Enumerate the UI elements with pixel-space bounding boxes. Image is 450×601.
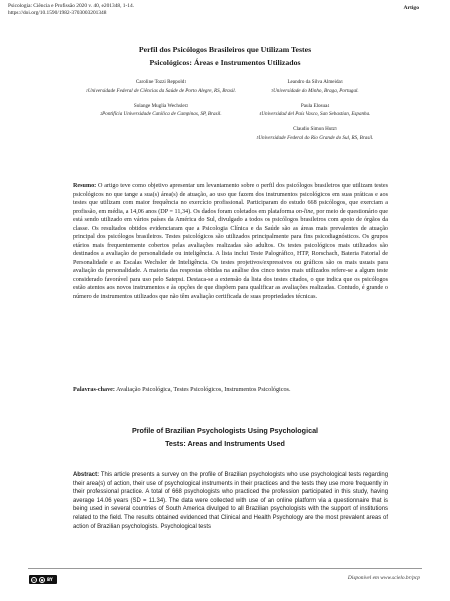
abstract-portuguese bbox=[73, 182, 388, 301]
author-affiliation: Universidade Federal de Ciências da Saúde de Porto Alegre, RS, Brasil. bbox=[87, 87, 236, 94]
affiliation-sup: 2 bbox=[100, 112, 103, 117]
abstract-pt-text-a: O artigo teve como objetivo apresentar um levantamento sobre o perfil dos psicólogos brasileiros que utilizam testes psicológicos no que tange a sua(s) área(s) de atuação, ao uso que fazem dos instrumentos psicológicos em suas práticas e aos testes que utilizam com maior frequência no exercício profissional. Participaram do estudo 668 psicólogos, que exerciam a profissão, em média, a 14,06 anos (DP = 11,34). Os dados foram coletados em plataforma bbox=[73, 183, 388, 215]
affiliation-sup: 3 bbox=[271, 88, 274, 93]
author-block bbox=[230, 78, 400, 96]
abstract-pt-label: Resumo: bbox=[73, 183, 97, 189]
available-at-link[interactable]: Disponível em www.scielo.br/pcp bbox=[347, 575, 420, 581]
license-label: BY bbox=[47, 577, 53, 582]
author-name: Claudio Simon Hutz bbox=[293, 126, 336, 133]
authors-left-column bbox=[86, 78, 236, 125]
author-block bbox=[230, 125, 400, 143]
journal-citation: Psicologia: Ciência e Profissão 2020 v. 40, e201348, 1-14. bbox=[8, 3, 135, 9]
title-portuguese bbox=[60, 43, 390, 69]
author-affiliation: Universidad del País Vasco, San Sebastian, Espanha. bbox=[261, 111, 371, 118]
authors-right-column bbox=[230, 78, 400, 149]
author-name: Caroline Tozzi Reppold bbox=[135, 79, 185, 85]
abstract-en-label: Abstract: bbox=[73, 472, 100, 478]
author-block bbox=[86, 102, 236, 120]
affiliation-sup: 5 bbox=[256, 135, 259, 140]
author-affiliation: Universidade Federal do Rio Grande do Sul, RS, Brasil. bbox=[258, 134, 374, 141]
article-type: Artigo bbox=[403, 5, 419, 11]
author-name: Paula Elosua bbox=[300, 102, 328, 109]
author-affiliation: Pontifícia Universidade Católica de Campinas, SP, Brasil. bbox=[102, 111, 222, 118]
title-en-line1: Profile of Brazilian Psychologists Using Psychological bbox=[131, 426, 319, 435]
abstract-en-text: This article presents a survey on the profile of Brazilian psychologists who use psychological tests regarding their area(s) of action, their use of psychological instruments in their practices and the tests they use more frequently in their professional practice. A total of 668 psychologists who practiced the profession participated in this study, having average 14.06 years (SD = 11.34). The data were collected with use of an online platform via a questionnaire that is being used in several countries of South America divulged to all Brazilian psychologists with the support of institutions related to the field. The results obtained evidenced that Clinical and Health Psychology are the most prevalent areas of action of Brazilian psychologists. Psychological tests bbox=[73, 472, 389, 530]
person-icon: ● bbox=[40, 577, 44, 582]
author-name: Solange Muglia Wechsler bbox=[133, 102, 187, 109]
abstract-english bbox=[73, 471, 388, 531]
cc-license-badge[interactable] bbox=[29, 575, 57, 584]
abstract-pt-italic: on-line bbox=[295, 208, 314, 215]
author-sup: 1 bbox=[184, 80, 187, 84]
author-sup: 3 bbox=[340, 80, 343, 84]
author-affiliation: Universidade do Minho, Braga, Portugal. bbox=[273, 87, 359, 94]
cc-icon: cc bbox=[32, 577, 36, 582]
journal-header bbox=[8, 3, 134, 17]
keywords-label: Palavras-chave: bbox=[73, 387, 115, 393]
title-en-line2: Tests: Areas and Instruments Used bbox=[165, 438, 285, 448]
abstract-pt-text-b: , por meio de questionário que está sendo utilizado em vários países da América do Sul, divulgado a todos os psicólogos brasileiros com apoio de órgãos da classe. Os resultados obtidos evidenciaram que a Psicologia Clínica e da Saúde são as áreas mais prevalentes de atuação principal dos psicólogos brasileiros. Testes psicológicos são utilizados principalmente para fins psicodiagnósticos. Os grupos etários mais frequentemente cobertos pelas avaliações realizadas são adultos. Os testes psicológicos mais utilizados são destinados a avaliação de personalidade ou inteligência. A lista inclui Teste Palográfico, HTP, Rorschach, Bateria Fatorial de Personalidade e as Escalas Wechsler de Inteligência. Os testes projetivos/expressivos ou gráficos são os mais usuais para avaliação da personalidade. A maioria das respostas obtidas na análise dos cinco testes mais utilizados refere-se a algum teste considerado favorável para uso pelo Satepsi. Destaca-se a extensão da lista dos testes citados, o que indica que os psicólogos estão atentos aos novos instrumentos e às opções de que dispõem para qualificar as avaliações realizadas. Contudo, é grande o número de instrumentos utilizados que não têm avaliação certificada de suas propriedades técnicas. bbox=[73, 208, 388, 300]
keywords-text: Avaliação Psicológica, Testes Psicológicos, Instrumentos Psicológicos. bbox=[116, 387, 291, 393]
title-pt-line1: Perfil dos Psicólogos Brasileiros que Utilizam Testes bbox=[138, 45, 312, 54]
affiliation-sup: 4 bbox=[259, 112, 262, 117]
footer-divider bbox=[28, 568, 422, 569]
keywords bbox=[73, 386, 388, 395]
title-english bbox=[90, 425, 360, 450]
author-sup: 2 bbox=[186, 103, 189, 108]
title-pt-line2: Psicológicos: Áreas e Instrumentos Utilizados bbox=[149, 58, 301, 67]
author-name: Leandro da Silva Almeida bbox=[287, 79, 341, 85]
doi-link[interactable]: https://doi.org/10.1590/1982-3703003201348 bbox=[8, 10, 107, 16]
author-sup: 5 bbox=[335, 127, 337, 132]
affiliation-sup: 1 bbox=[86, 88, 88, 93]
author-block bbox=[86, 78, 236, 96]
author-sup: 4 bbox=[327, 103, 330, 108]
author-block bbox=[230, 102, 400, 120]
